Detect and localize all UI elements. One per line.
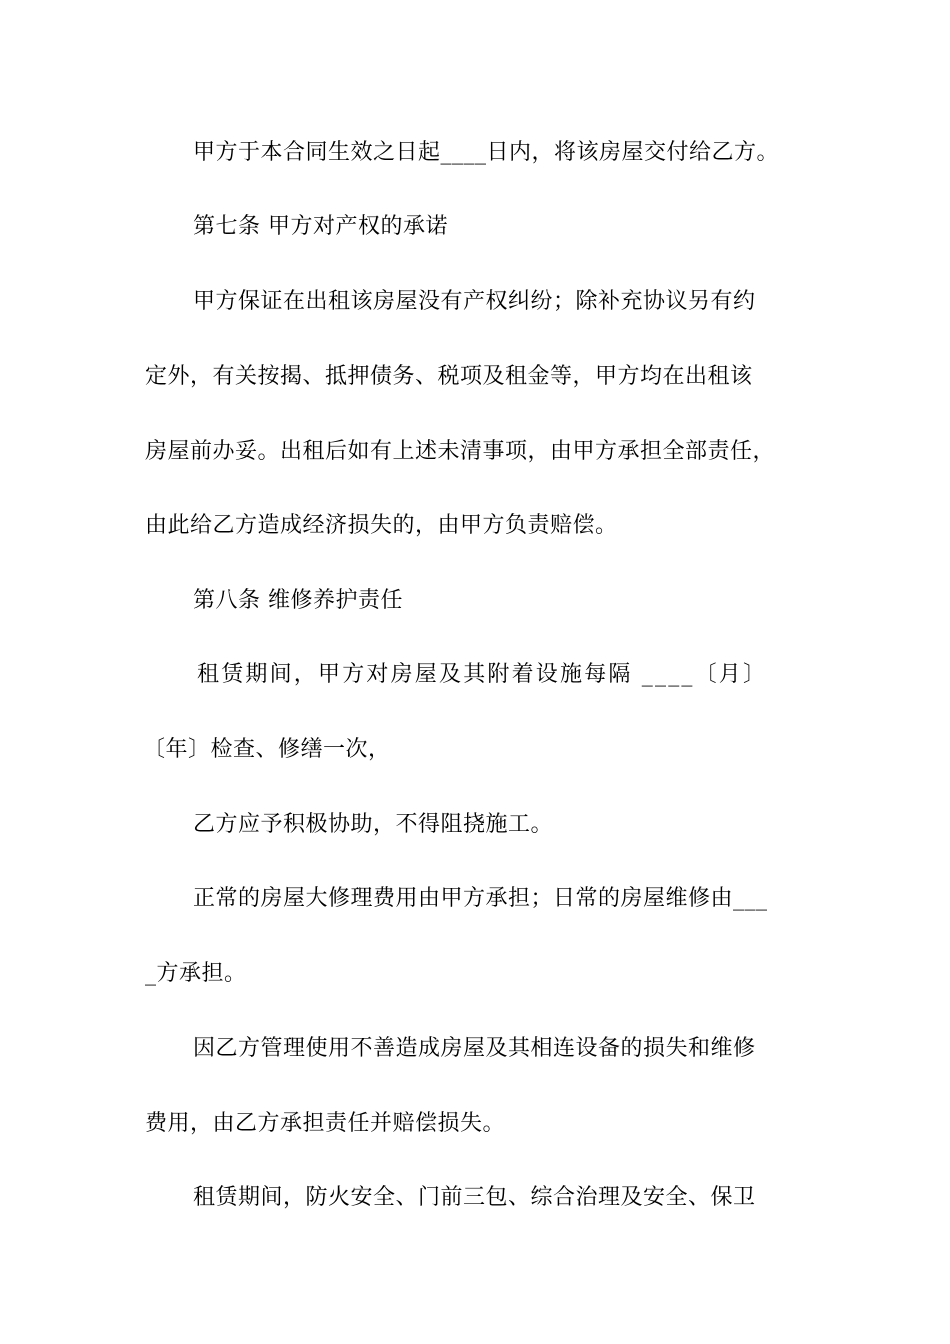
paragraph-damage-liability-cont: 费用，由乙方承担责任并赔偿损失。	[145, 1111, 506, 1136]
paragraph-damage-liability: 因乙方管理使用不善造成房屋及其相连设备的损失和维修	[193, 1036, 756, 1061]
heading-article-8: 第八条 维修养护责任	[193, 588, 403, 613]
paragraph-inspection: 租赁期间，甲方对房屋及其附着设施每隔 ____〔月〕	[197, 662, 768, 687]
heading-article-7: 第七条 甲方对产权的承诺	[193, 214, 448, 239]
paragraph-safety: 租赁期间，防火安全、门前三包、综合治理及安全、保卫	[193, 1185, 756, 1210]
paragraph-cooperation: 乙方应予积极协助，不得阻挠施工。	[193, 812, 554, 837]
paragraph-property-guarantee-cont-1: 定外，有关按揭、抵押债务、税项及租金等，甲方均在出租该	[145, 364, 753, 389]
paragraph-property-guarantee-cont-3: 由此给乙方造成经济损失的，由甲方负责赔偿。	[145, 513, 618, 538]
paragraph-inspection-cont: 〔年〕检查、修缮一次，	[143, 737, 391, 762]
paragraph-property-guarantee-cont-2: 房屋前办妥。出租后如有上述未清事项，由甲方承担全部责任，	[145, 439, 776, 464]
paragraph-property-guarantee: 甲方保证在出租该房屋没有产权纠纷；除补充协议另有约	[193, 289, 756, 314]
paragraph-repair-costs: 正常的房屋大修理费用由甲方承担；日常的房屋维修由___	[193, 886, 768, 911]
paragraph-delivery: 甲方于本合同生效之日起____日内，将该房屋交付给乙方。	[193, 140, 780, 165]
paragraph-repair-costs-cont: _方承担。	[145, 961, 247, 986]
